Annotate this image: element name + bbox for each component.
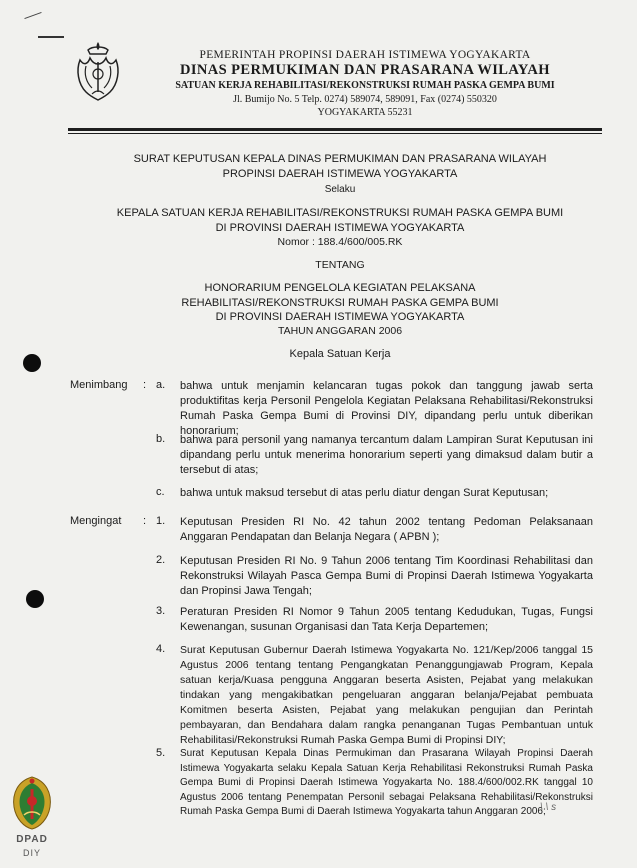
- stamp-label: DPAD: [16, 834, 48, 845]
- decree-head: Kepala Satuan Kerja: [289, 348, 391, 360]
- letterhead-address: Jl. Bumijo No. 5 Telp. 0274) 589074, 589091, Fax (0274) 550320: [233, 94, 497, 105]
- letterhead-city: YOGYAKARTA 55231: [317, 107, 413, 118]
- mengingat-label: Mengingat: [70, 515, 122, 527]
- mengingat-item: Keputusan Presiden RI No. 42 tahun 2002 tentang Pedoman Pelaksanaan Anggaran Pendapatan dan Belanja Negara ( APBN );: [180, 516, 593, 543]
- mengingat-item: Keputusan Presiden RI No. 9 Tahun 2006 tentang Tim Koordinasi Rehabilitasi dan Rekonstruksi Wilayah Pasca Gempa Bumi di Propinsi Daerah Istimewa Yogyakarta dan Propinsi Jawa Tengah;: [180, 555, 593, 597]
- header-rule-thick: [68, 128, 602, 131]
- handwritten-annotation: \ \ s: [540, 802, 557, 813]
- decree-subject: DI PROVINSI DAERAH ISTIMEWA YOGYAKARTA: [215, 311, 465, 323]
- pen-mark: [24, 12, 41, 19]
- punch-hole: [26, 590, 44, 608]
- decree-selaku: Selaku: [324, 184, 356, 195]
- menimbang-item: bahwa untuk menjamin kelancaran tugas pokok dan tanggung jawab serta produktifitas kerja Personil Pengelola Kegiatan Pelaksana Rehabilitasi/Rekonstruksi Rumah Paska Gempa Bumi di Provinsi DIY, dipandang perlu untuk diberikan honorarium;: [180, 380, 593, 437]
- decree-number: Nomor : 188.4/600/005.RK: [277, 236, 403, 248]
- mengingat-marker: 4.: [156, 643, 166, 655]
- decree-subject: REHABILITASI/REKONSTRUKSI RUMAH PASKA GEMPA BUMI: [181, 297, 499, 309]
- decree-title-region: DI PROVINSI DAERAH ISTIMEWA YOGYAKARTA: [215, 222, 465, 234]
- decree-subject: HONORARIUM PENGELOLA KEGIATAN PELAKSANA: [204, 282, 476, 294]
- mengingat-item: Surat Keputusan Kepala Dinas Permukiman dan Prasarana Wilayah Propinsi Daerah Istimewa Yogyakarta selaku Kepala Satuan Kerja Rehabilitasi Rekonstruksi Rumah Paska Gempa Bumi di Propinsi Daerah Istimewa Yogyakarta No. 188.4/600/002.RK tanggal 10 Agustus 2006 tentang Penempatan Personil sebagai Pelaksana Rehabilitasi/Rekonstruksi Rumah Paska Gempa Bumi di Daerah Istimewa Yogyakarta tahun Anggaran 2006;: [180, 748, 593, 818]
- yogyakarta-crest-icon: [72, 40, 124, 102]
- menimbang-item: bahwa untuk maksud tersebut di atas perlu diatur dengan Surat Keputusan;: [180, 487, 549, 499]
- menimbang-marker: a.: [156, 379, 166, 391]
- pen-mark: [38, 36, 64, 38]
- letterhead-unit: SATUAN KERJA REHABILITASI/REKONSTRUKSI RUMAH PASKA GEMPA BUMI: [175, 80, 555, 91]
- stamp-sublabel: DIY: [22, 848, 41, 858]
- decree-title-province: PROPINSI DAERAH ISTIMEWA YOGYAKARTA: [222, 168, 458, 180]
- mengingat-marker: 5.: [156, 747, 166, 759]
- menimbang-colon: :: [143, 379, 147, 391]
- mengingat-item: Surat Keputusan Gubernur Daerah Istimewa Yogyakarta No. 121/Kep/2006 tanggal 15 Agustus 2006 tentang tentang Pengangkatan Penanggungjawab Program, Kepala satuan kerja/Kuasa pengguna Anggaran beserta Asisten, Pejabat yang melakukan tindakan yang mengakibatkan pengeluaran anggaran belanja/Pejabat pembuata Komitmen beserta Asisten, Pejabat yang melakukan pengujian dan Perintah pembayaran, dan Bendahara dalam rangka penanganan Tugas Pembantuan untuk Rehabilitasi/Rekonstruksi Rumah Paska Gempa Bumi di Propinsi DIY;: [180, 644, 593, 746]
- mengingat-marker: 1.: [156, 515, 166, 527]
- header-rule-thin: [68, 133, 602, 134]
- decree-tentang: TENTANG: [315, 259, 365, 271]
- menimbang-item: bahwa para personil yang namanya tercantum dalam Lampiran Surat Keputusan ini dipandang perlu untuk menerima honorarium seperti yang dimaksud dalam butir a tersebut di atas;: [180, 434, 593, 476]
- decree-title-unit: KEPALA SATUAN KERJA REHABILITASI/REKONSTRUKSI RUMAH PASKA GEMPA BUMI: [116, 207, 564, 219]
- letterhead-government: PEMERINTAH PROPINSI DAERAH ISTIMEWA YOGYAKARTA: [199, 49, 531, 61]
- menimbang-label: Menimbang: [70, 379, 128, 391]
- dpad-emblem-icon: [8, 775, 56, 831]
- mengingat-marker: 2.: [156, 554, 166, 566]
- menimbang-marker: b.: [156, 433, 166, 445]
- mengingat-colon: :: [143, 515, 147, 527]
- punch-hole: [23, 354, 41, 372]
- menimbang-marker: c.: [156, 486, 165, 498]
- decree-subject: TAHUN ANGGARAN 2006: [277, 325, 403, 337]
- letterhead-agency: DINAS PERMUKIMAN DAN PRASARANA WILAYAH: [180, 62, 550, 78]
- mengingat-item: Peraturan Presiden RI Nomor 9 Tahun 2005 tentang Kedudukan, Tugas, Fungsi Kewenangan, susunan Organisasi dan Tata Kerja Departemen;: [180, 606, 593, 633]
- decree-title: SURAT KEPUTUSAN KEPALA DINAS PERMUKIMAN DAN PRASARANA WILAYAH: [133, 153, 547, 165]
- mengingat-marker: 3.: [156, 605, 166, 617]
